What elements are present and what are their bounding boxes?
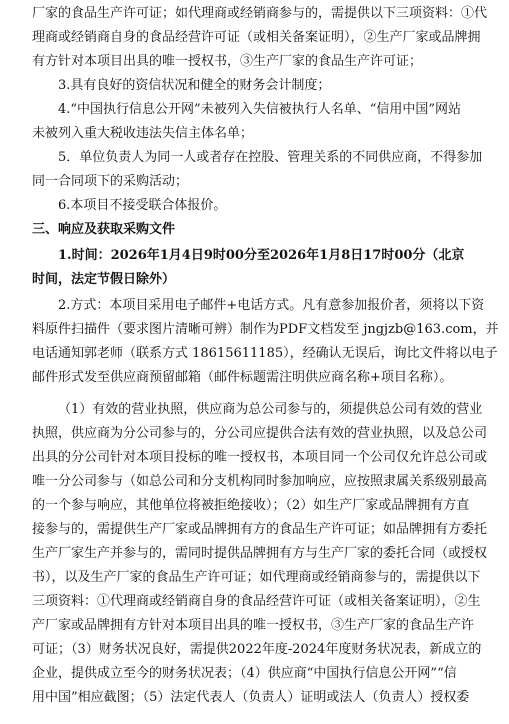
text-line: 2.方式：本项目采用电子邮件+电话方式。凡有意参加报价者，须将以下资 (58, 298, 485, 313)
text-line: 3.具有良好的资信状况和健全的财务会计制度； (58, 78, 331, 93)
text-line: 未被列入重大税收违法失信主体名单； (32, 126, 254, 141)
text-line: 时间，法定节假日除外） (32, 272, 176, 287)
text-line: 企业，提供成立至今的财务状况表；（4）供应商“中国执行信息公开网”“信 (32, 666, 457, 681)
text-line: 邮件形式发至供应商预留邮箱（邮件标题需注明供应商名称+项目名称）。 (32, 370, 453, 385)
text-line: 1.时间：2026年1月4日9时00分至2026年1月8日17时00分（北京 (58, 248, 465, 263)
text-line: 有方针对本项目出具的唯一授权书，③生产厂家的食品生产许可证； (32, 54, 423, 69)
text-line: 执照，供应商为分公司参与的，分公司应提供合法有效的营业执照，以及总公司 (32, 426, 488, 441)
text-line: 唯一分公司参与（如总公司和分支机构同时参加响应，应按照隶属关系级别最高 (32, 474, 488, 489)
text-line: 产厂家或品牌拥有方针对本项目出具的唯一授权书，③生产厂家的食品生产许 (32, 618, 475, 633)
text-line: 6.本项目不接受联合体报价。 (58, 198, 227, 213)
text-line: （1）有效的营业执照，供应商为总公司参与的，须提供总公司有效的营业 (58, 402, 483, 417)
text-line: 三项资料：①代理商或经销商自身的食品经营许可证（或相关备案证明），②生 (32, 594, 481, 609)
text-line: 理商或经销商自身的食品经营许可证（或相关备案证明），②生产厂家或品牌拥 (32, 30, 481, 45)
text-line: 书），以及生产厂家的食品生产许可证；如代理商或经销商参与的，需提供以下 (32, 570, 481, 585)
text-line: 接参与的，需提供生产厂家或品牌拥有方的食品生产许可证；如品牌拥有方委托 (32, 522, 488, 537)
text-line: 出具的分公司针对本项目投标的唯一授权书，本项目同一个公司仅允许总公司或 (32, 450, 488, 465)
text-line: 电话通知郭老师（联系方式 18615611185），经确认无误后，询比文件将以电子 (32, 346, 498, 361)
text-line: 的一个参与响应，其他单位将被拒绝接收）；（2）如生产厂家或品牌拥有方直 (32, 498, 470, 513)
text-line: 同一合同项下的采购活动； (32, 174, 189, 189)
text-line: 料原件扫描件（要求图片清晰可辨）制作为PDF文档发至 jngjzb@163.com，并 (32, 322, 499, 337)
text-line: 可证；（3）财务状况良好，需提供2022年度-2024年度财务状况表，新成立的 (32, 642, 482, 657)
text-line: 5．单位负责人为同一人或者存在控股、管理关系的不同供应商，不得参加 (58, 150, 483, 165)
text-line: 用中国”相应截图；（5）法定代表人（负责人）证明或法人（负责人）授权委 (32, 690, 470, 705)
text-line: 4.“中国执行信息公开网”未被列入失信被执行人名单、“信用中国”网站 (58, 102, 461, 117)
section-heading: 三、响应及获取采购文件 (32, 222, 176, 237)
text-line: 生产厂家生产并参与的，需同时提供品牌拥有方与生产厂家的委托合同（或授权 (32, 546, 488, 561)
text-line: 厂家的食品生产许可证；如代理商或经销商参与的，需提供以下三项资料：①代 (32, 6, 488, 21)
